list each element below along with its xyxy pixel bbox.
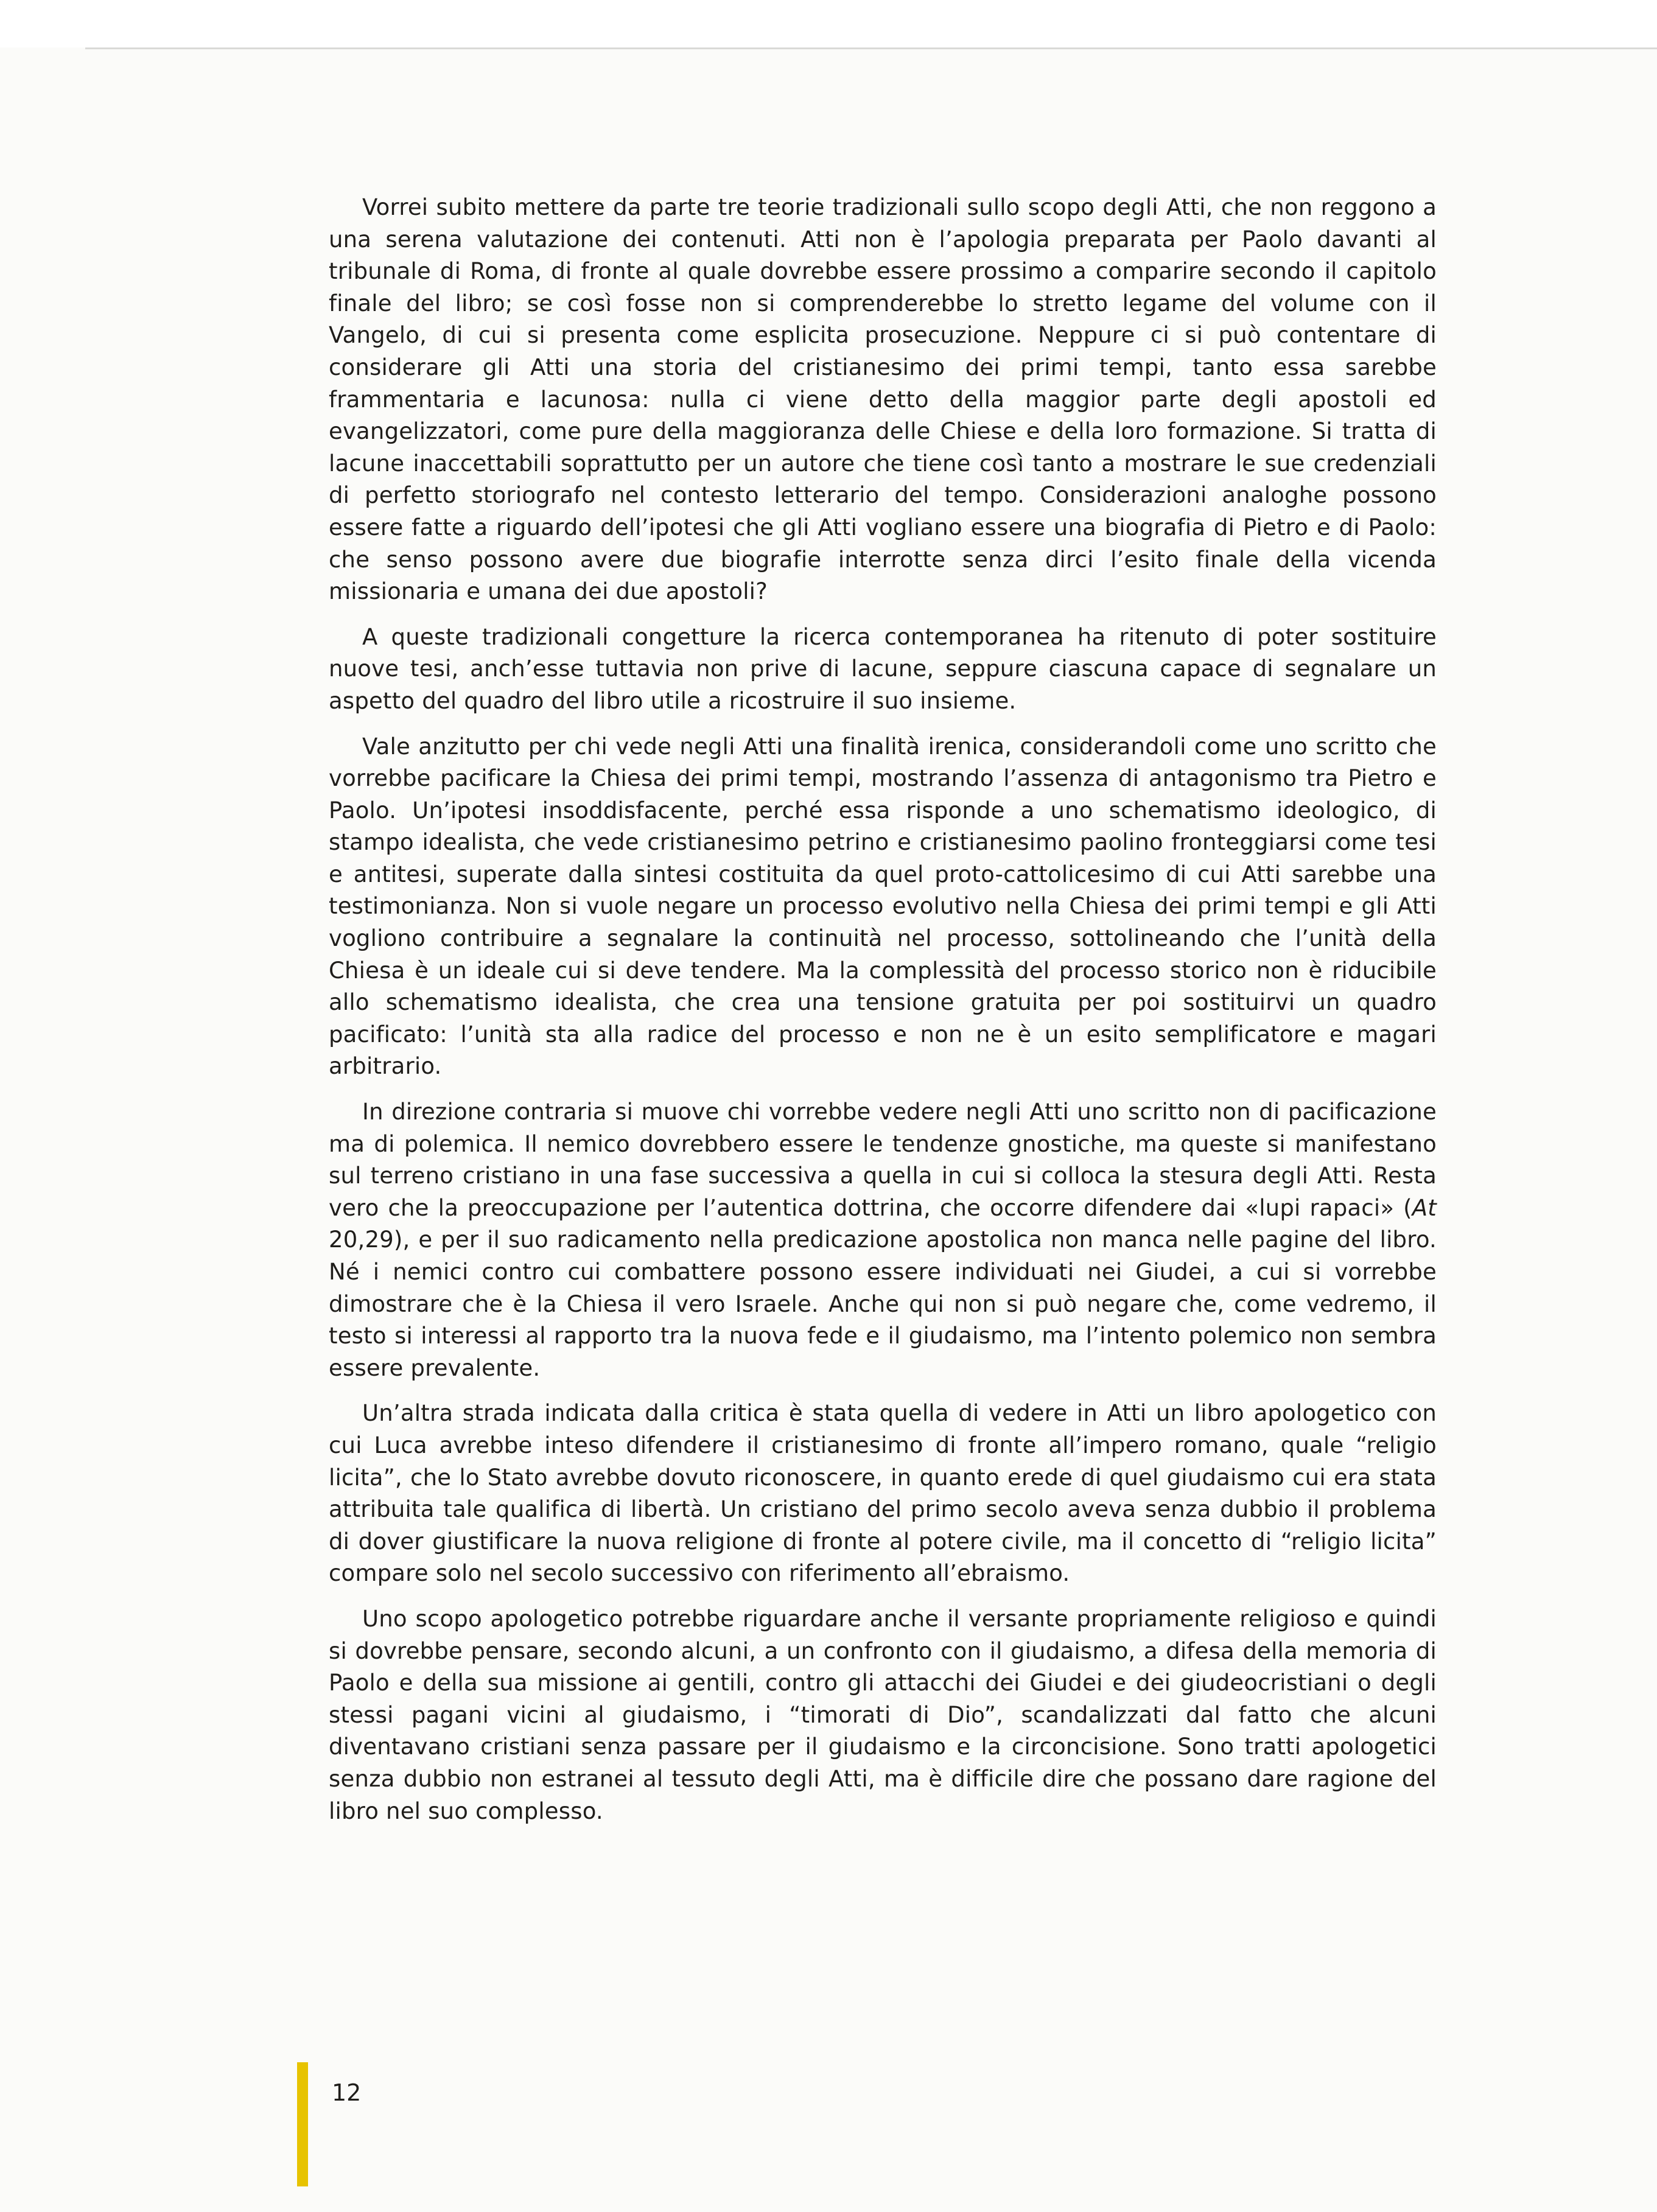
page-number: 12 — [332, 2079, 362, 2106]
paragraph-6: Uno scopo apologetico potrebbe riguardare anche il versante propriamente religioso e quindi si dovrebbe pensare, secondo alcuni, a un confronto con il giudaismo, a difesa della memoria di Paolo e della sua missione ai gentili, contro gli attacchi dei Giudei e dei giudeocristiani o degli stessi pagani vicini al giudaismo, i “timorati di Dio”, scandalizzati dal fatto che alcuni diventavano cristiani senza passare per il giudaismo e la circoncisione. Sono tratti apologetici senza dubbio non estranei al tessuto degli Atti, ma è difficile dire che possano dare ragione del libro nel suo complesso. — [329, 1605, 1437, 1824]
text-column — [329, 192, 1437, 1841]
paragraph-4 — [329, 1096, 1437, 1384]
paragraph-5: Un’altra strada indicata dalla critica è stata quella di vedere in Atti un libro apologetico con cui Luca avrebbe inteso difendere il cristianesimo di fronte all’impero romano, quale “religio licita”, che lo Stato avrebbe dovuto riconoscere, in quanto erede di quel giudaismo cui era stata attribuita tale qualifica di libertà. Un cristiano del primo secolo aveva senza dubbio il problema di dover giustificare la nuova religione di fronte al potere civile, ma il concetto di “religio licita” compare solo nel secolo successivo con riferimento all’ebraismo. — [329, 1400, 1437, 1587]
paragraph-4-text-before: In direzione contraria si muove chi vorrebbe vedere negli Atti uno scritto non di pacificazione ma di polemica. Il nemico dovrebbero essere le tendenze gnostiche, ma queste si manifestano sul terreno cristiano in una fase successiva a quella in cui si colloca la stesura degli Atti. Resta vero che la preoccupazione per l’autentica dottrina, che occorre difendere dai «lupi rapaci» ( — [329, 1099, 1437, 1221]
page-number-accent-bar — [297, 2062, 308, 2186]
scan-top-margin — [0, 0, 1657, 47]
page-top-edge — [85, 47, 1657, 49]
paragraph-3: Vale anzitutto per chi vede negli Atti una finalità irenica, considerandoli come uno scritto che vorrebbe pacificare la Chiesa dei primi tempi, mostrando l’assenza di antagonismo tra Pietro e Paolo. Un’ipotesi insoddisfacente, perché essa risponde a uno schematismo ideologico, di stampo idealista, che vede cristianesimo petrino e cristianesimo paolino fronteggiarsi come tesi e antitesi, superate dalla sintesi costituita da quel proto-cattolicesimo di cui Atti sarebbe una testimonianza. Non si vuole negare un processo evolutivo nella Chiesa dei primi tempi e gli Atti vogliono contribuire a segnalare la continuità nel processo, sottolineando che l’unità della Chiesa è un ideale cui si deve tendere. Ma la complessità del processo storico non è riducibile allo schematismo idealista, che crea una tensione gratuita per poi sostituirvi un quadro pacificato: l’unità sta alla radice del processo e non ne è un esito semplificatore e magari arbitrario. — [329, 733, 1437, 1080]
paragraph-1: Vorrei subito mettere da parte tre teorie tradizionali sullo scopo degli Atti, che non reggono a una serena valutazione dei contenuti. Atti non è l’apologia preparata per Paolo davanti al tribunale di Roma, di fronte al quale dovrebbe essere prossimo a comparire secondo il capitolo finale del libro; se così fosse non si comprenderebbe lo stretto legame del volume con il Vangelo, di cui si presenta come esplicita prosecuzione. Neppure ci si può contentare di considerare gli Atti una storia del cristianesimo dei primi tempi, tanto essa sarebbe frammentaria e lacunosa: nulla ci viene detto della maggior parte degli apostoli ed evangelizzatori, come pure della maggioranza delle Chiese e della loro formazione. Si tratta di lacune inaccettabili soprattutto per un autore che tiene così tanto a mostrare le sue credenziali di perfetto storiografo nel contesto letterario del tempo. Considerazioni analoghe possono essere fatte a riguardo dell’ipotesi che gli Atti vogliano essere una biografia di Pietro e di Paolo: che senso possono avere due biografie interrotte senza dirci l’esito finale della vicenda missionaria e umana dei due apostoli? — [329, 194, 1437, 605]
paragraph-4-text-after: 20,29), e per il suo radicamento nella predicazione apostolica non manca nelle pagine del libro. Né i nemici contro cui combattere possono essere individuati nei Giudei, a cui si vorrebbe dimostrare che è la Chiesa il vero Israele. Anche qui non si può negare che, come vedremo, il testo si interessi al rapporto tra la nuova fede e il giudaismo, ma l’intento polemico non sembra essere prevalente. — [329, 1227, 1437, 1381]
citation-book: At — [1412, 1194, 1437, 1221]
paragraph-2: A queste tradizionali congetture la ricerca contemporanea ha ritenuto di poter sostituire nuove tesi, anch’esse tuttavia non prive di lacune, seppure ciascuna capace di segnalare un aspetto del quadro del libro utile a ricostruire il suo insieme. — [329, 623, 1437, 714]
